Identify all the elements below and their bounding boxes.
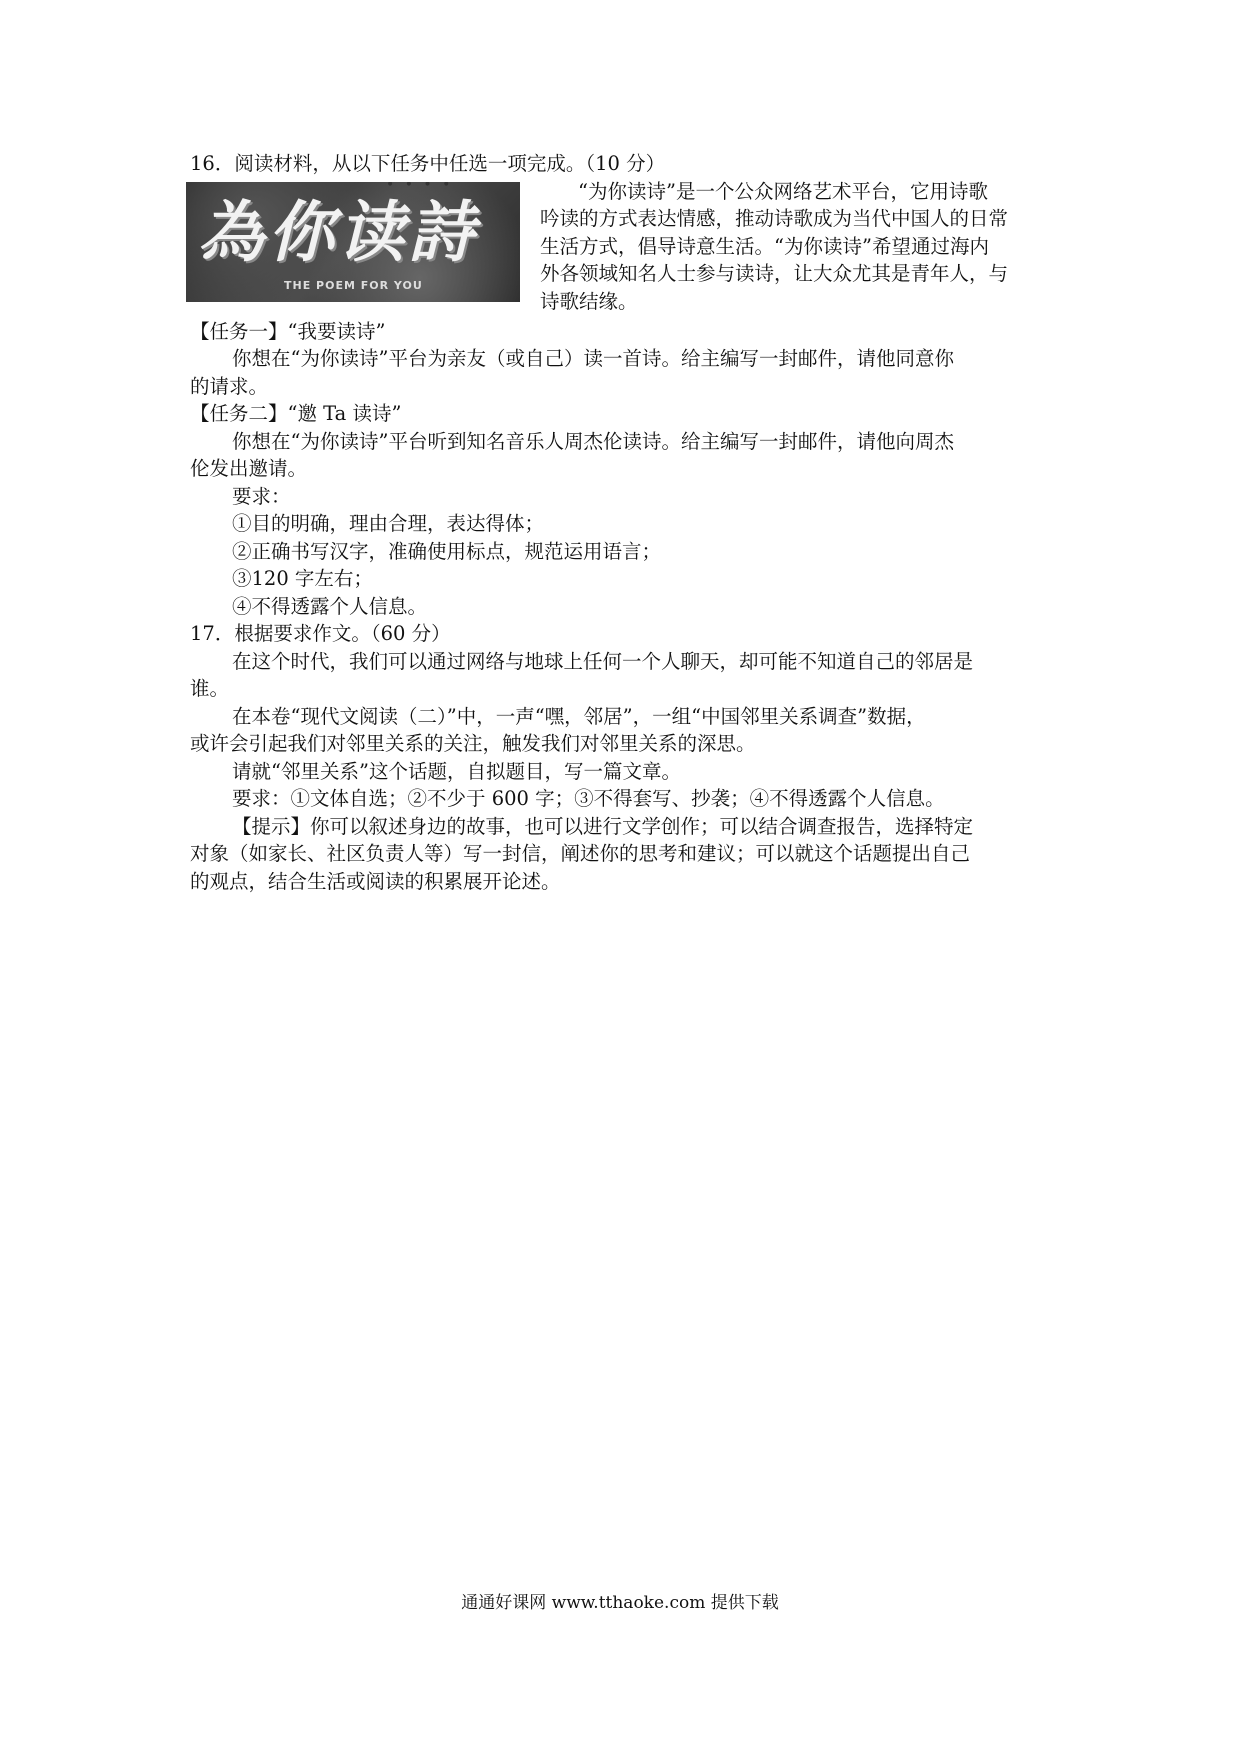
logo-title: 為你读詩 <box>198 192 478 271</box>
question-16-material <box>190 178 1060 318</box>
q17-hint: 对象（如家长、社区负责人等）写一封信，阐述你的思考和建议；可以就这个话题提出自己 <box>190 842 971 865</box>
q17-paragraph: 谁。 <box>190 677 230 700</box>
question-16-title: 16．阅读材料，从以下任务中任选一项完成。（10 分） <box>190 152 666 175</box>
q17-paragraph: 或许会引起我们对邻里关系的关注，触发我们对邻里关系的深思。 <box>190 732 756 755</box>
q17-hint: 的观点，结合生活或阅读的积累展开论述。 <box>190 869 561 893</box>
intro-line: 诗歌结缘。 <box>540 289 638 313</box>
requirement-item: ③120 字左右； <box>232 567 373 590</box>
q17-paragraph: 请就“邻里关系”这个话题，自拟题目，写一篇文章。 <box>232 759 681 783</box>
task-2-title: 【任务二】“邀 Ta 读诗” <box>190 402 402 425</box>
exam-content <box>190 150 1060 895</box>
task-2-text: 伦发出邀请。 <box>190 457 308 480</box>
q17-paragraph: 在这个时代，我们可以通过网络与地球上任何一个人聊天，却可能不知道自己的邻居是 <box>232 649 974 673</box>
intro-line: 生活方式，倡导诗意生活。“为你读诗”希望通过海内 <box>540 234 989 258</box>
requirements-title: 要求： <box>232 484 291 508</box>
poem-platform-logo: • • • • 為你读詩 THE POEM FOR YOU <box>186 182 520 302</box>
question-17-title: 17．根据要求作文。（60 分） <box>190 622 451 645</box>
q17-paragraph: 在本卷“现代文阅读（二）”中，一声“嘿，邻居”，一组“中国邻里关系调查”数据， <box>232 704 926 728</box>
task-1-title: 【任务一】“我要读诗” <box>190 319 386 343</box>
q17-hint: 【提示】你可以叙述身边的故事，也可以进行文学创作；可以结合调查报告，选择特定 <box>232 814 974 838</box>
page-footer: 通通好课网 www.tthaoke.com 提供下载 <box>461 1593 779 1613</box>
requirement-item: ④不得透露个人信息。 <box>232 594 428 618</box>
task-2-text: 你想在“为你读诗”平台听到知名音乐人周杰伦读诗。给主编写一封邮件，请他向周杰 <box>232 429 954 453</box>
intro-line: 吟读的方式表达情感，推动诗歌成为当代中国人的日常 <box>540 207 1009 230</box>
q17-requirements: 要求：①文体自选；②不少于 600 字；③不得套写、抄袭；④不得透露个人信息。 <box>232 787 945 810</box>
requirement-item: ②正确书写汉字，准确使用标点，规范运用语言； <box>232 539 662 563</box>
intro-line: “为你读诗”是一个公众网络艺术平台，它用诗歌 <box>578 179 988 203</box>
requirement-item: ①目的明确，理由合理，表达得体； <box>232 512 545 535</box>
logo-subtitle: THE POEM FOR YOU <box>284 278 423 292</box>
task-1-text: 的请求。 <box>190 374 269 398</box>
material-intro <box>540 178 1060 316</box>
task-1-text: 你想在“为你读诗”平台为亲友（或自己）读一首诗。给主编写一封邮件，请他同意你 <box>232 347 954 370</box>
intro-line: 外各领域知名人士参与读诗，让大众尤其是青年人，与 <box>540 262 1009 285</box>
